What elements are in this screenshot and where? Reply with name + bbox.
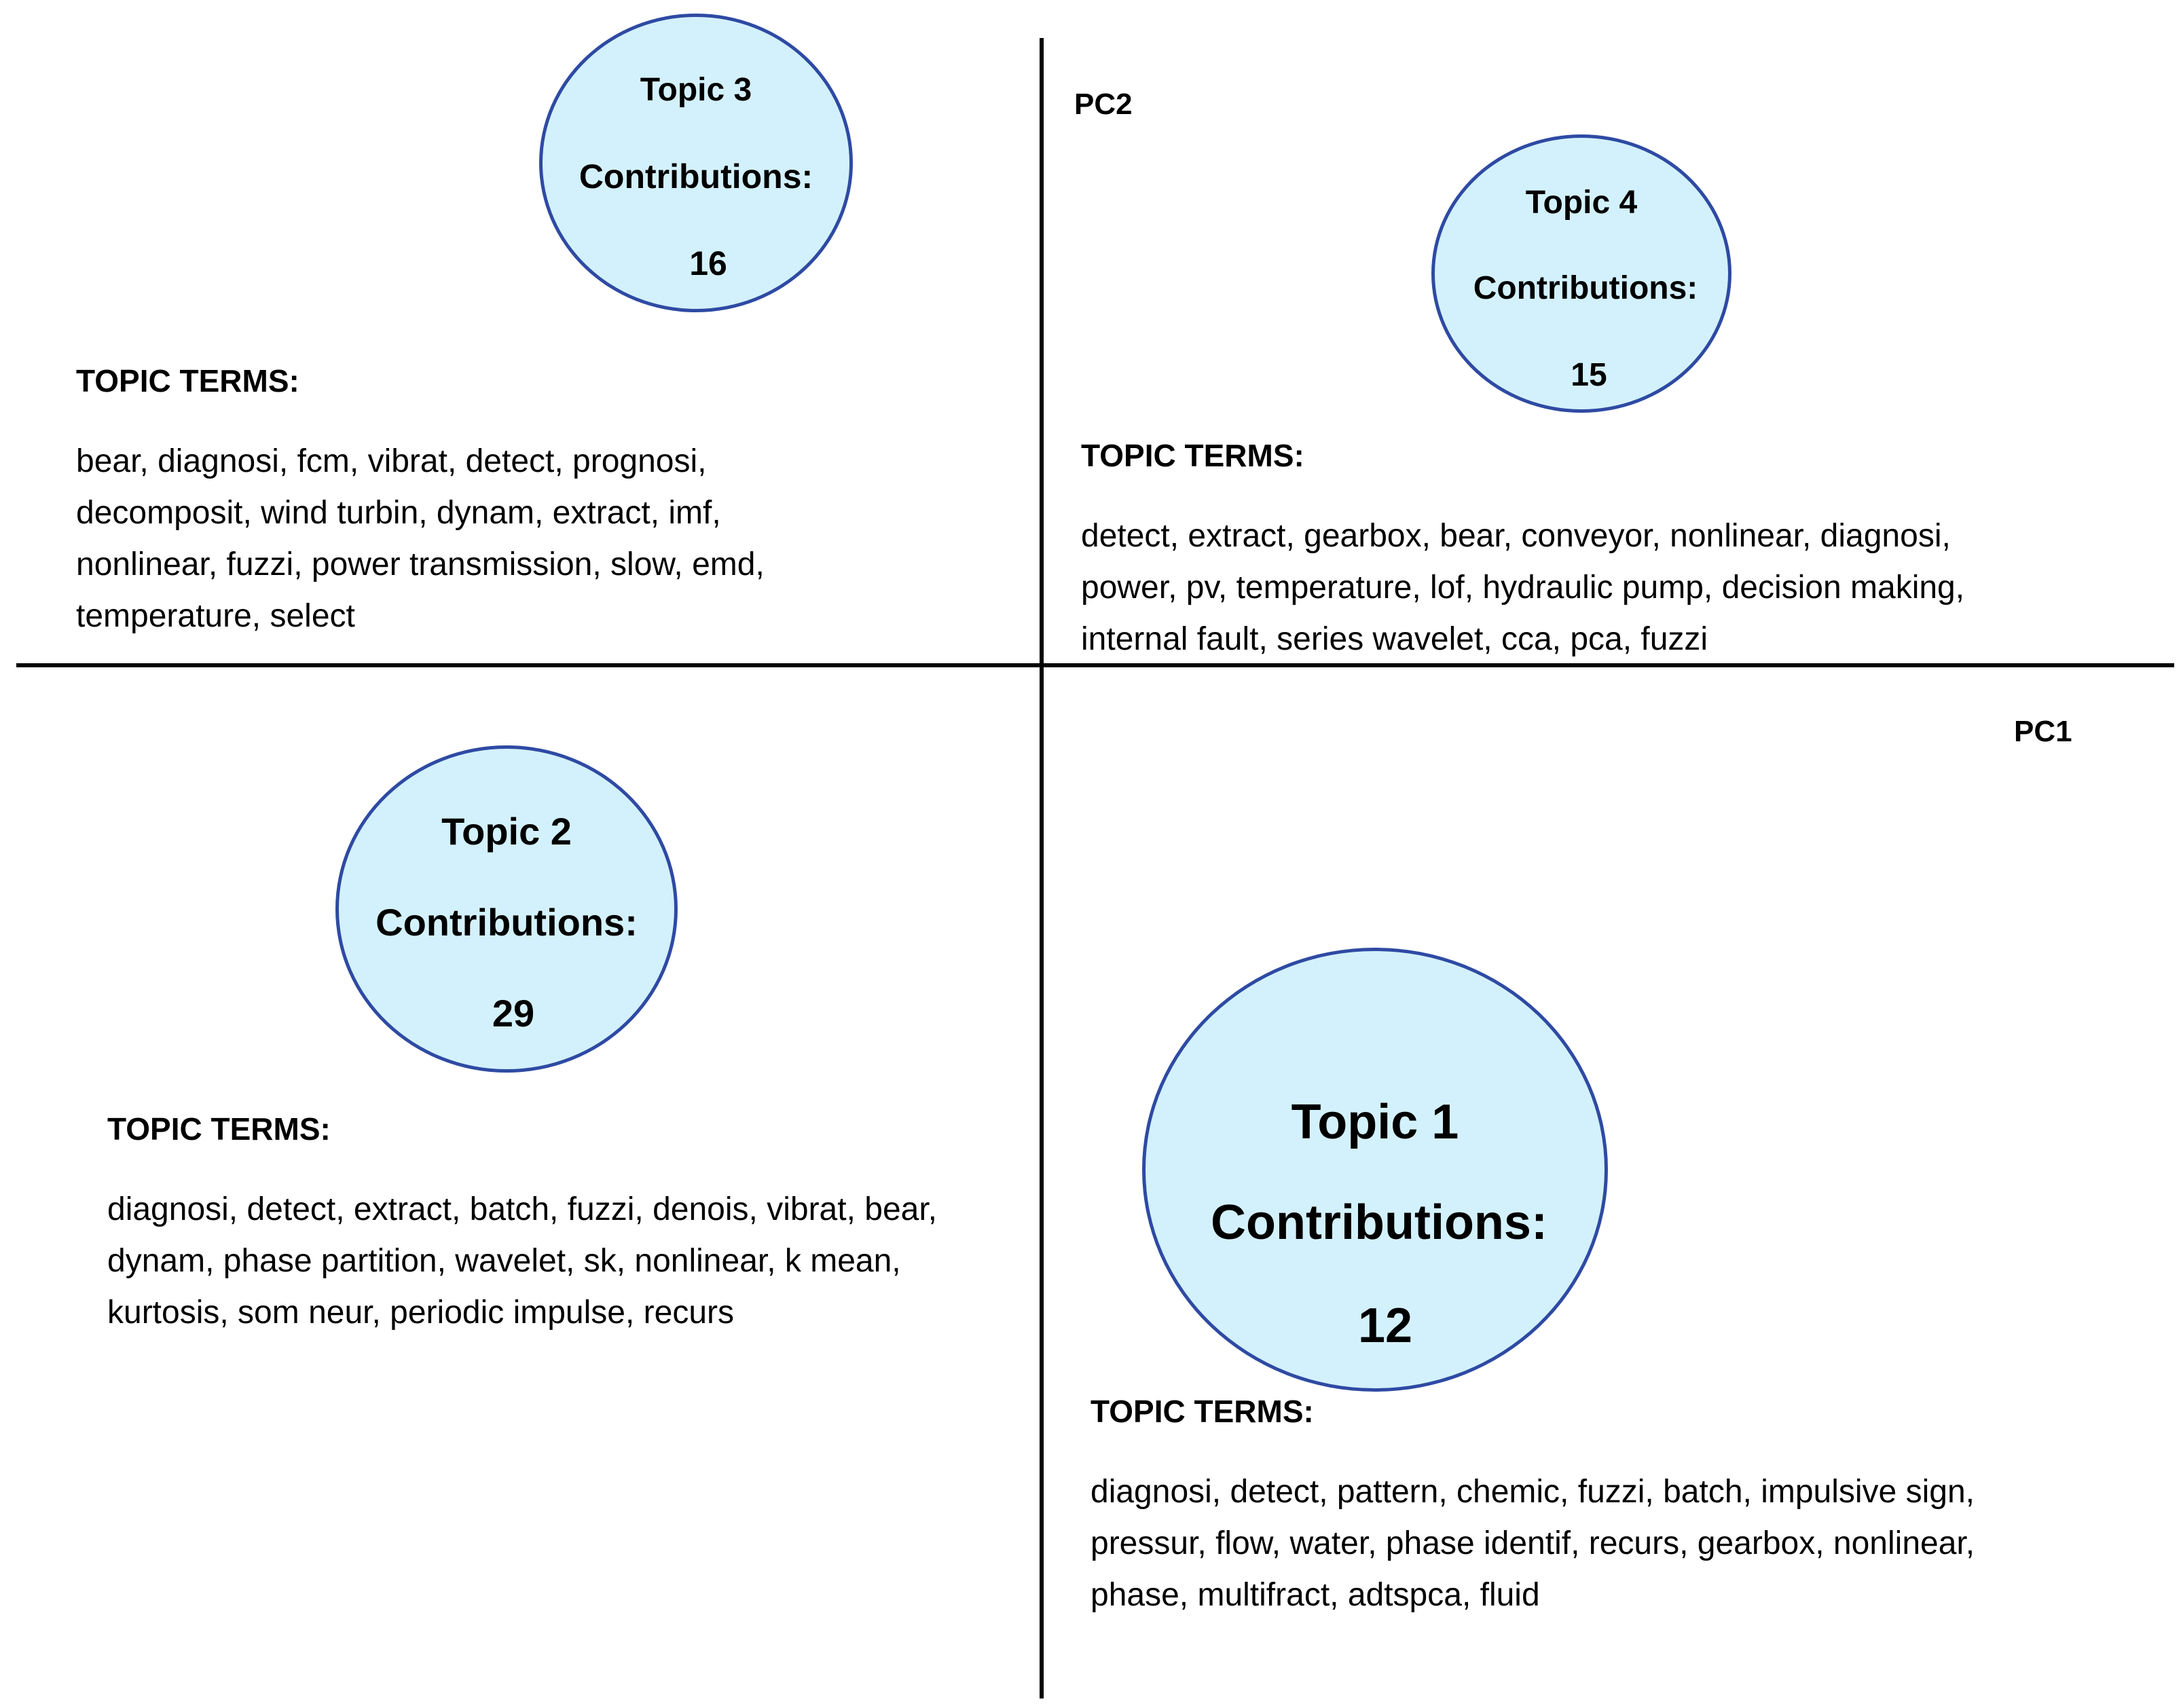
topic-3-name: Topic 3 [640, 72, 752, 108]
topic-3-contributions-label: Contributions: [579, 157, 813, 196]
topic-1-contributions-value: 12 [1357, 1299, 1413, 1353]
topic-3-contributions-value: 16 [689, 244, 727, 282]
topic-3-terms-heading: TOPIC TERMS: [76, 363, 299, 398]
topic-1-circle [1142, 948, 1608, 1392]
topic-4-contributions-label: Contributions: [1473, 270, 1698, 306]
topic-2-contributions-label: Contributions: [375, 901, 638, 944]
pc1-axis-label: PC1 [2014, 715, 2072, 748]
pc2-axis-label: PC2 [1074, 88, 1133, 121]
topic-1-terms-heading: TOPIC TERMS: [1090, 1394, 1314, 1429]
topic-2-circle [335, 745, 678, 1073]
topic-4-circle [1431, 134, 1731, 413]
topic-2-name: Topic 2 [441, 810, 572, 853]
topic-3-terms-list: bear, diagnosi, fcm, vibrat, detect, prognosi, decomposit, wind turbin, dynam, extract, imf, nonlinear, fuzzi, power transmission, slow, emd, temperature, select [76, 443, 765, 634]
pc2-axis-line [1040, 38, 1044, 1698]
topic-4-contributions-value: 15 [1571, 357, 1607, 393]
topic-3-circle [539, 14, 853, 312]
topic-1-contributions-label: Contributions: [1211, 1195, 1547, 1250]
topic-4-terms-heading: TOPIC TERMS: [1081, 438, 1304, 473]
topic-2-terms-list: diagnosi, detect, extract, batch, fuzzi, denois, vibrat, bear, dynam, phase partition, wavelet, sk, nonlinear, k mean, kurtosis, som neur, periodic impulse, recurs [107, 1191, 938, 1331]
topic-2-contributions-value: 29 [492, 992, 535, 1035]
topic-4-name: Topic 4 [1525, 185, 1638, 221]
topic-1-terms-list: diagnosi, detect, pattern, chemic, fuzzi, batch, impulsive sign, pressur, flow, water, phase identif, recurs, gearbox, nonlinear, phase, multifract, adtspca, fluid [1090, 1474, 1975, 1613]
topic-2-terms-heading: TOPIC TERMS: [107, 1111, 331, 1147]
topic-4-terms-list: detect, extract, gearbox, bear, conveyor, nonlinear, diagnosi, power, pv, temperature, lof, hydraulic pump, decision making, internal fault, series wavelet, cca, pca, fuzzi [1081, 518, 1965, 657]
topic-1-name: Topic 1 [1291, 1095, 1459, 1149]
